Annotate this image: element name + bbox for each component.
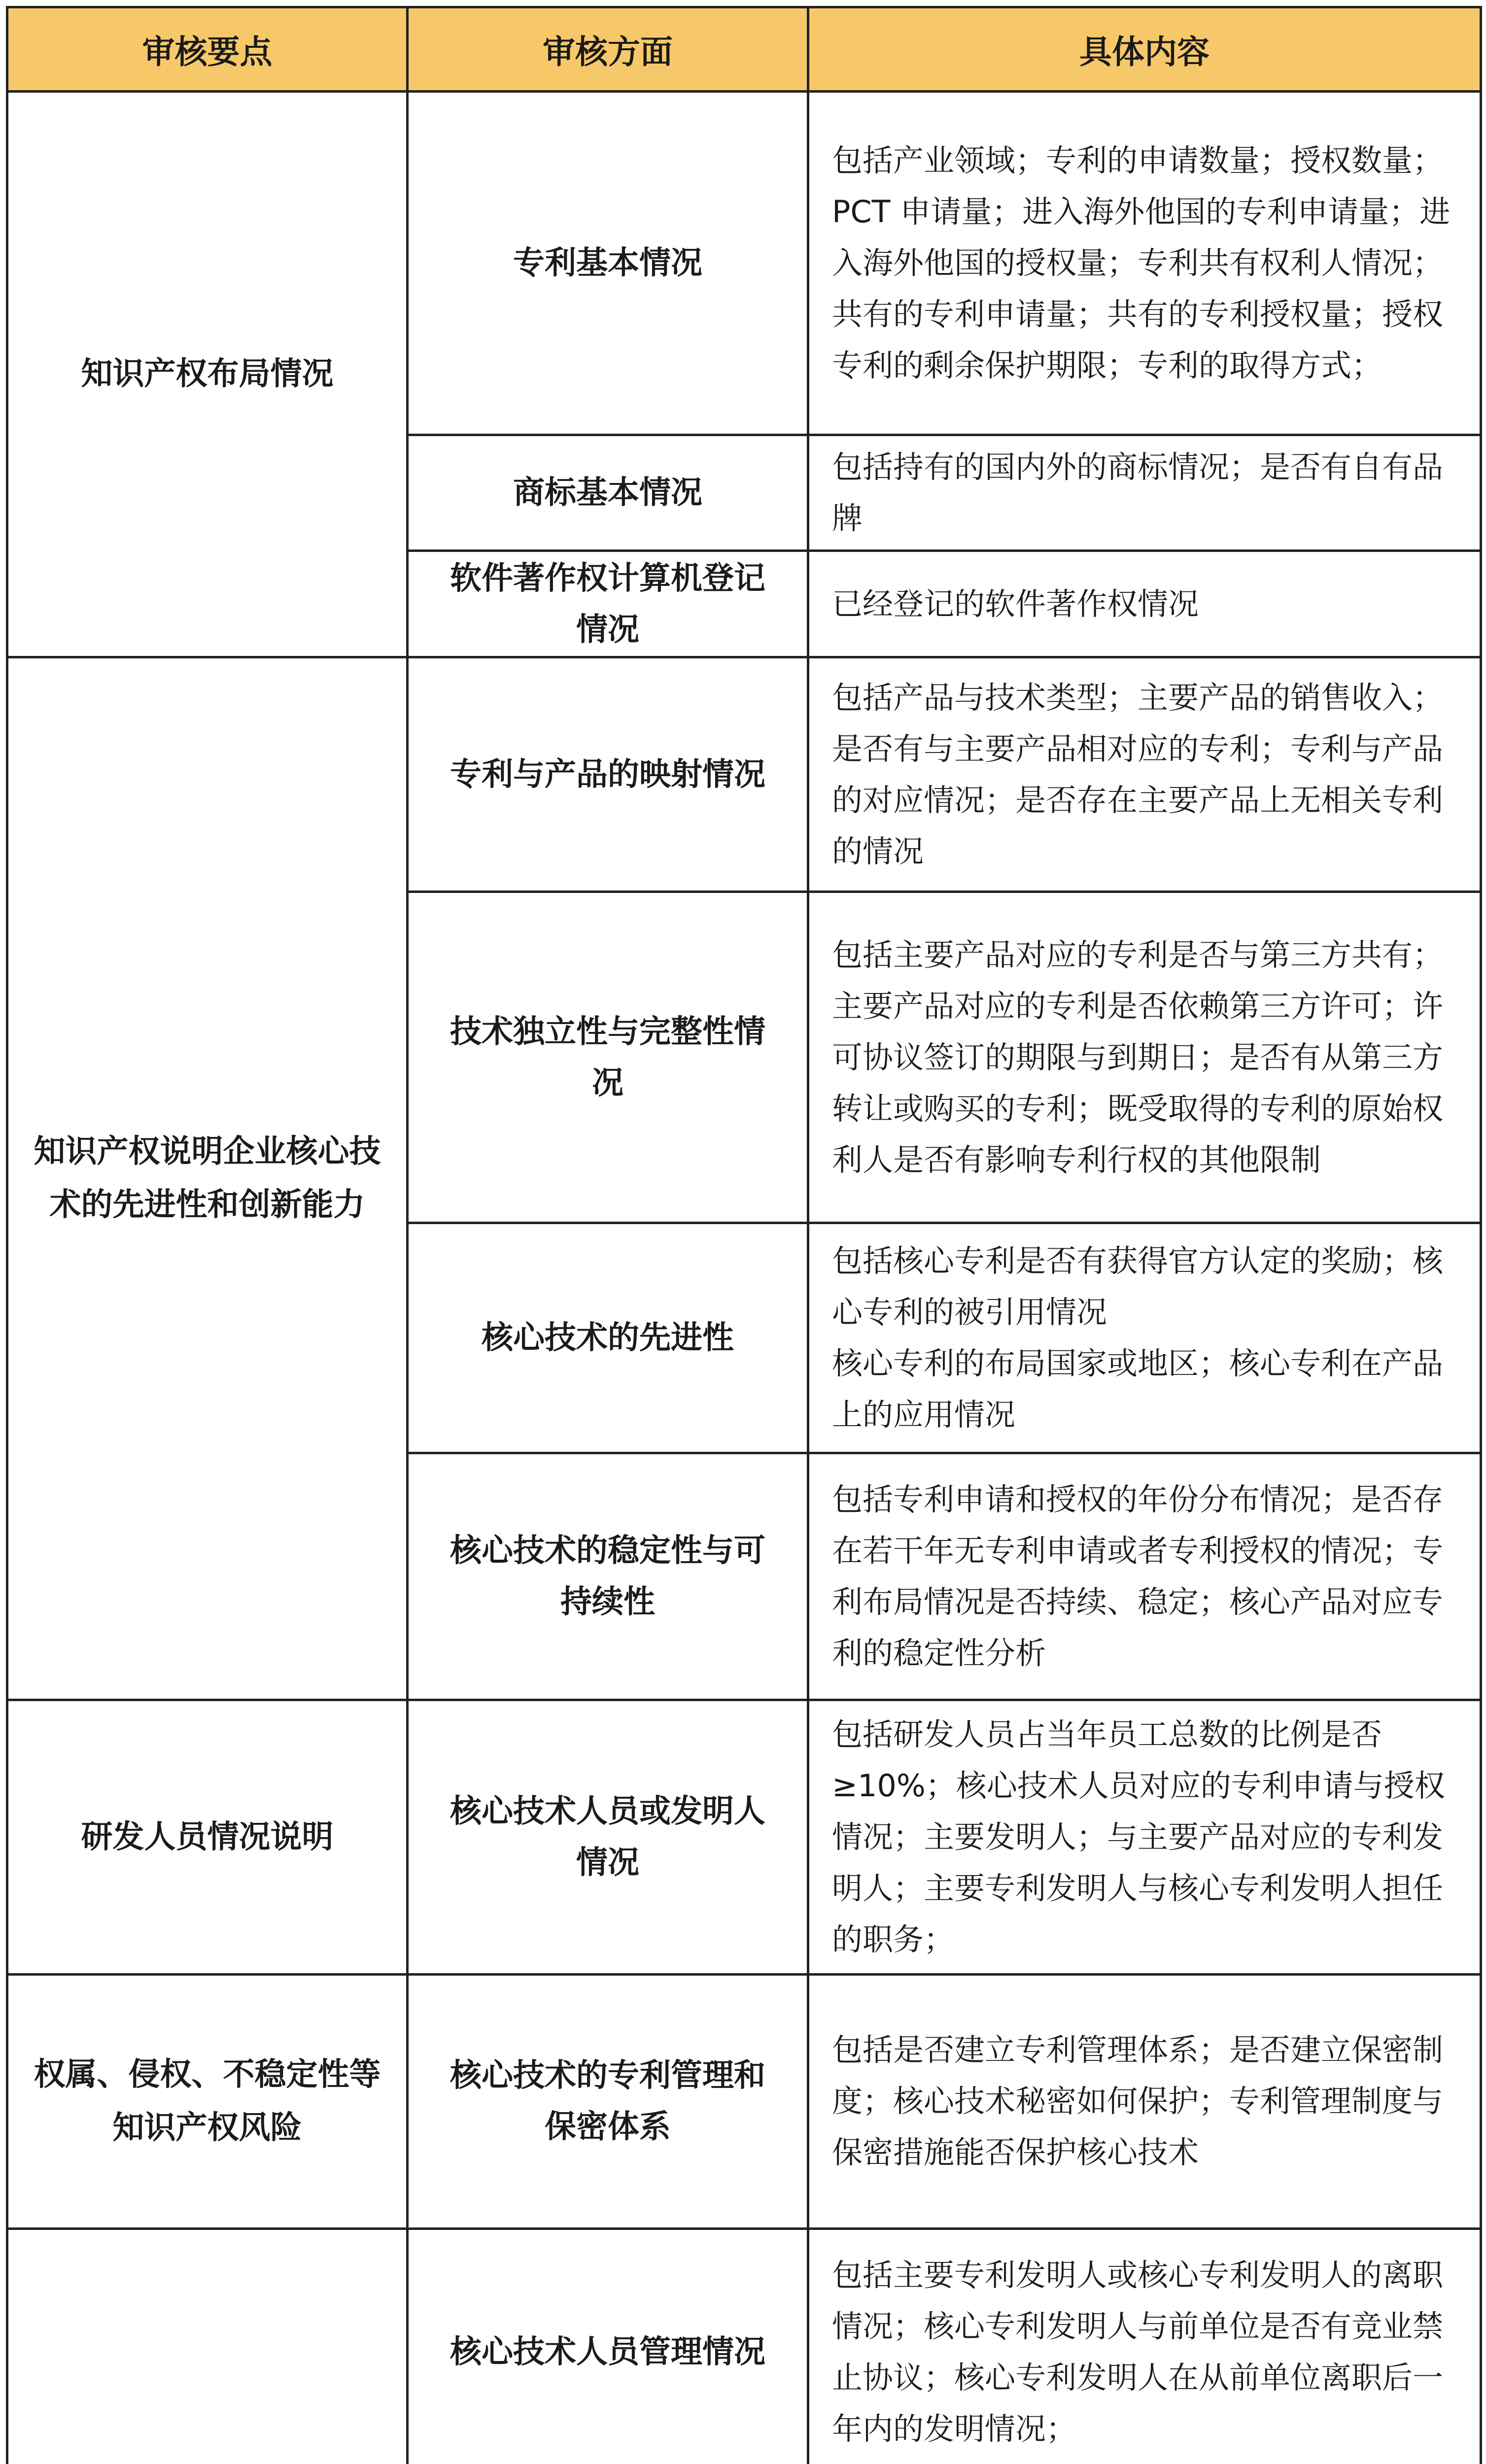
review-point: 研发人员情况说明: [7, 1700, 408, 1975]
review-aspect: 核心技术人员或发明人情况: [408, 1700, 808, 1975]
review-content: 包括产品与技术类型；主要产品的销售收入；是否有与主要产品相对应的专利；专利与产品的对应情况；是否存在主要产品上无相关专利的情况: [808, 657, 1481, 891]
review-aspect: 软件著作权计算机登记情况: [408, 551, 808, 657]
review-table: [6, 6, 1482, 2464]
review-point: 知识产权布局情况: [7, 91, 408, 657]
review-aspect: 专利与产品的映射情况: [408, 657, 808, 891]
review-content: 包括持有的国内外的商标情况；是否有自有品牌: [808, 435, 1481, 551]
table-row: [7, 657, 1481, 891]
review-aspect: 核心技术的稳定性与可持续性: [408, 1453, 808, 1700]
review-aspect: 核心技术的先进性: [408, 1223, 808, 1453]
review-aspect: 商标基本情况: [408, 435, 808, 551]
table-row: [7, 91, 1481, 435]
review-content: 包括核心专利是否有获得官方认定的奖励；核心专利的被引用情况 核心专利的布局国家或地区；核心专利在产品上的应用情况: [808, 1223, 1481, 1453]
table-row: [7, 1974, 1481, 2229]
review-content: 包括产业领域；专利的申请数量；授权数量；PCT 申请量；进入海外他国的专利申请量；进入海外他国的授权量；专利共有权利人情况；共有的专利申请量；共有的专利授权量；授权专利的剩余保护期限；专利的取得方式；: [808, 91, 1481, 435]
review-aspect: 核心技术的专利管理和保密体系: [408, 1974, 808, 2229]
review-content: 包括主要产品对应的专利是否与第三方共有；主要产品对应的专利是否依赖第三方许可；许可协议签订的期限与到期日；是否有从第三方转让或购买的专利；既受取得的专利的原始权利人是否有影响专利行权的其他限制: [808, 892, 1481, 1223]
review-aspect: 专利基本情况: [408, 91, 808, 435]
review-content: 包括是否建立专利管理体系；是否建立保密制度；核心技术秘密如何保护；专利管理制度与保密措施能否保护核心技术: [808, 1974, 1481, 2229]
review-content: 包括专利申请和授权的年份分布情况；是否存在若干年无专利申请或者专利授权的情况；专利布局情况是否持续、稳定；核心产品对应专利的稳定性分析: [808, 1453, 1481, 1700]
review-aspect: 核心技术人员管理情况: [408, 2229, 808, 2464]
review-content: 包括主要专利发明人或核心专利发明人的离职情况；核心专利发明人与前单位是否有竞业禁止协议；核心专利发明人在从前单位离职后一年内的发明情况；: [808, 2229, 1481, 2464]
header-aspect: 审核方面: [408, 7, 808, 92]
table-row: [7, 1700, 1481, 1975]
review-content: 已经登记的软件著作权情况: [808, 551, 1481, 657]
review-point: 权属、侵权、不稳定性等知识产权风险: [7, 1974, 408, 2229]
review-aspect: 技术独立性与完整性情况: [408, 892, 808, 1223]
header-content: 具体内容: [808, 7, 1481, 92]
review-point: [7, 2229, 408, 2464]
review-point: 知识产权说明企业核心技术的先进性和创新能力: [7, 657, 408, 1700]
table-row: [7, 2229, 1481, 2464]
review-content: 包括研发人员占当年员工总数的比例是否≥10%；核心技术人员对应的专利申请与授权情况；主要发明人；与主要产品对应的专利发明人；主要专利发明人与核心专利发明人担任的职务；: [808, 1700, 1481, 1975]
header-row: [7, 7, 1481, 92]
header-point: 审核要点: [7, 7, 408, 92]
